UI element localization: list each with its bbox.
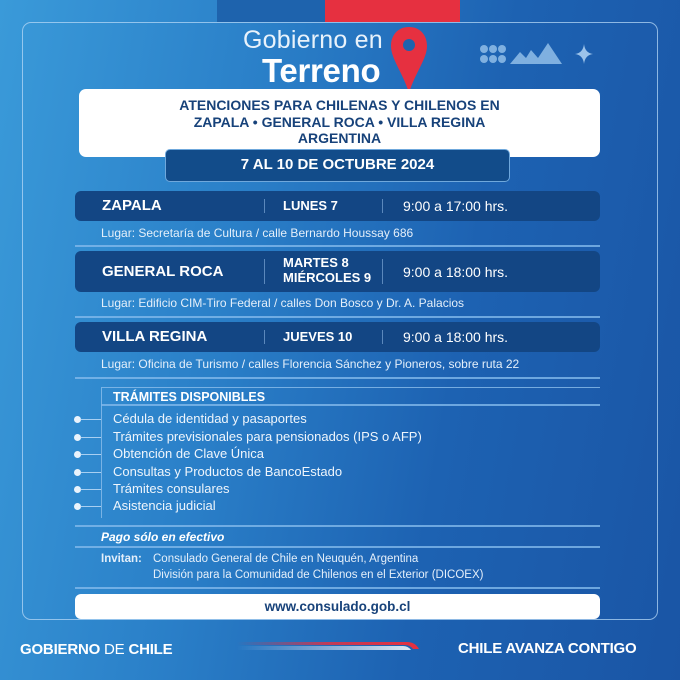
footer-word: DE <box>104 641 129 658</box>
event-date: 7 AL 10 DE OCTUBRE 2024 <box>165 149 510 182</box>
sparkle-icon <box>575 44 593 64</box>
hours: 9:00 a 17:00 hrs. <box>403 198 509 214</box>
divider-line <box>75 245 600 247</box>
divider-line <box>75 316 600 318</box>
decorative-icons <box>478 40 603 70</box>
tramite-item: Asistencia judicial <box>113 498 216 513</box>
divider-line <box>75 525 600 527</box>
divider <box>264 259 265 284</box>
footer-slogan: CHILE AVANZA CONTIGO <box>458 640 637 657</box>
flag-stripe-decoration <box>237 640 419 652</box>
title-line1: Gobierno en <box>243 26 383 54</box>
tramite-item: Trámites previsionales para pensionados (IPS o AFP) <box>113 429 422 444</box>
day: JUEVES 10 <box>283 329 353 344</box>
tramites-title: TRÁMITES DISPONIBLES <box>113 390 266 404</box>
bullet-connector <box>80 489 101 490</box>
divider-line <box>75 546 600 548</box>
mountains-icon <box>510 43 562 64</box>
banner-line2: ZAPALA • GENERAL ROCA • VILLA REGINA <box>193 113 486 130</box>
location-row-general-roca <box>75 251 600 292</box>
banner-line1: ATENCIONES PARA CHILENAS Y CHILENOS EN <box>179 97 500 113</box>
title-line2: Terreno <box>262 52 381 89</box>
payment-note: Pago sólo en efectivo <box>101 530 225 544</box>
day: LUNES 7 <box>283 198 338 213</box>
divider <box>264 330 265 344</box>
banner-line3: ARGENTINA <box>297 130 382 146</box>
divider <box>382 259 383 284</box>
bullet-connector <box>80 454 101 455</box>
tramite-item: Obtención de Clave Única <box>113 446 265 461</box>
invitan-line: División para la Comunidad de Chilenos en el Exterior (DICOEX) <box>153 569 484 581</box>
footer-logo-gobierno <box>20 641 172 658</box>
divider <box>264 199 265 213</box>
bullet-connector <box>80 419 101 420</box>
day: MARTES 8 <box>283 255 349 270</box>
location-pin-icon <box>389 25 429 95</box>
location-place: Lugar: Oficina de Turismo / calles Florencia Sánchez y Pioneros, sobre ruta 22 <box>101 357 520 371</box>
tramite-item: Cédula de identidad y pasaportes <box>113 411 307 426</box>
divider-line <box>75 587 600 589</box>
flag-blue-stripe <box>217 0 325 22</box>
divider-line <box>101 404 600 406</box>
divider <box>382 199 383 213</box>
event-banner <box>79 89 600 157</box>
footer-word: CHILE <box>128 641 173 658</box>
hours: 9:00 a 18:00 hrs. <box>403 329 509 345</box>
city-name: ZAPALA <box>102 197 162 214</box>
hours: 9:00 a 18:00 hrs. <box>403 264 509 280</box>
location-row-zapala <box>75 191 600 221</box>
location-place: Lugar: Edificio CIM-Tiro Federal / calles Don Bosco y Dr. A. Palacios <box>101 296 465 310</box>
divider-line <box>75 377 600 379</box>
city-name: GENERAL ROCA <box>102 263 224 280</box>
tramite-item: Consultas y Productos de BancoEstado <box>113 464 343 479</box>
day: MIÉRCOLES 9 <box>283 270 372 285</box>
location-place: Lugar: Secretaría de Cultura / calle Bernardo Houssay 686 <box>101 226 414 240</box>
website-link[interactable]: www.consulado.gob.cl <box>75 594 600 619</box>
invitan-line: Consulado General de Chile en Neuquén, Argentina <box>153 553 419 565</box>
flag-red-stripe <box>325 0 460 22</box>
bullet-connector <box>80 472 101 473</box>
city-name: VILLA REGINA <box>102 328 208 345</box>
location-row-villa-regina <box>75 322 600 352</box>
bullet-connector <box>80 506 101 507</box>
dots-pattern-icon <box>480 45 506 63</box>
tramite-item: Trámites consulares <box>113 481 230 496</box>
invitan-label: Invitan: <box>101 553 142 565</box>
footer-word: GOBIERNO <box>20 641 105 658</box>
bullet-connector <box>80 437 101 438</box>
divider <box>382 330 383 344</box>
